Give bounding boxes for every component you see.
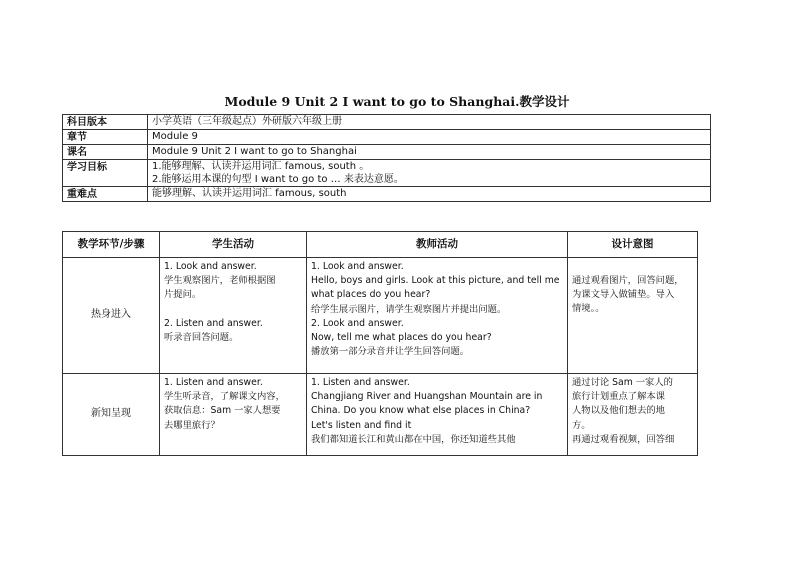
- student-cell: 1. Listen and answer. 学生听录音，了解课文内容， 获取信息：Sam 一家人想要 去哪里旅行？: [160, 374, 307, 456]
- info-value: 1.能够理解、认读并运用词汇 famous, south 。 2.能够运用本课的句型 I want to go to … 来表达意愿。: [148, 160, 711, 187]
- table-header-row: [63, 232, 698, 258]
- info-key: 重难点: [63, 187, 148, 202]
- teacher-cell: 1. Listen and answer. Changjiang River and Huangshan Mountain are in China. Do you know what else places in China? Let's listen and find it 我们都知道长江和黄山都在中国，你还知道些其他: [307, 374, 568, 456]
- info-row: [63, 145, 711, 160]
- info-key: 科目版本: [63, 115, 148, 130]
- table-row: [63, 374, 698, 456]
- lesson-table: [62, 231, 698, 456]
- info-value: 能够理解、认读并运用词汇 famous, south: [148, 187, 711, 202]
- header-intent: 设计意图: [568, 232, 698, 258]
- info-table: [62, 114, 711, 202]
- intent-cell: 通过观看图片，回答问题， 为课文导入做铺垫。导入 情境。。: [568, 258, 698, 374]
- info-row: [63, 160, 711, 187]
- info-row: [63, 130, 711, 145]
- header-stage: 教学环节/步骤: [63, 232, 160, 258]
- header-teacher: 教师活动: [307, 232, 568, 258]
- student-cell: 1. Look and answer. 学生观察图片，老师根据图 片提问。 2. Listen and answer. 听录音回答问题。: [160, 258, 307, 374]
- table-row: [63, 258, 698, 374]
- info-key: 章节: [63, 130, 148, 145]
- info-value: 小学英语（三年级起点）外研版六年级上册: [148, 115, 711, 130]
- info-row: [63, 115, 711, 130]
- info-value: Module 9 Unit 2 I want to go to Shanghai: [148, 145, 711, 160]
- stage-cell: 新知呈现: [63, 374, 160, 456]
- stage-cell: 热身进入: [63, 258, 160, 374]
- header-student: 学生活动: [160, 232, 307, 258]
- info-key: 学习目标: [63, 160, 148, 187]
- info-value: Module 9: [148, 130, 711, 145]
- teacher-cell: 1. Look and answer. Hello, boys and girls. Look at this picture, and tell me what places do you hear? 给学生展示图片，请学生观察图片并提出问题。 2. Look and answer. Now, tell me what places do you hear? 播放第一部分录音并让学生回答问题。: [307, 258, 568, 374]
- info-key: 课名: [63, 145, 148, 160]
- info-row: [63, 187, 711, 202]
- page-title: Module 9 Unit 2 I want to go to Shanghai.教学设计: [224, 94, 570, 109]
- intent-cell: 通过讨论 Sam 一家人的 旅行计划重点了解本课 人物以及他们想去的地 方。 再通过观看视频，回答细: [568, 374, 698, 456]
